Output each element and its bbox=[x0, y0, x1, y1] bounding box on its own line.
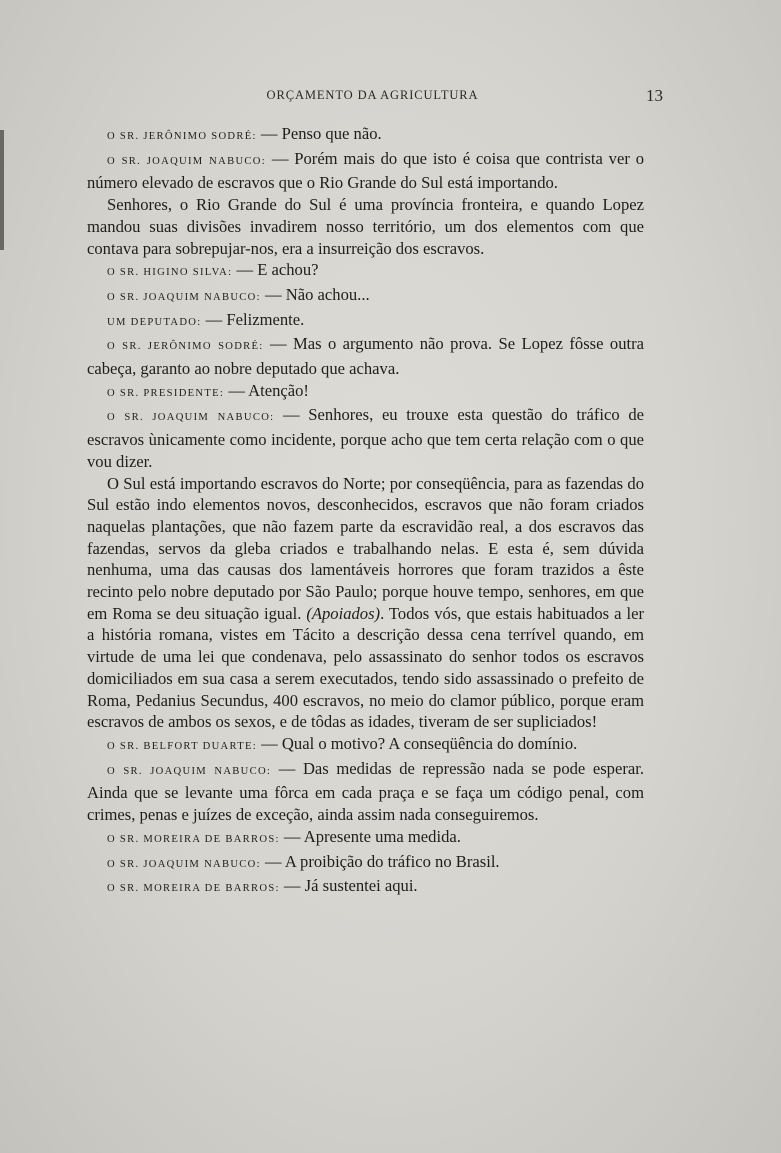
speech-text: — Senhores, eu trouxe esta questão do tráfico de escravos ùnicamente como incidente, porque acho que tem certa relação com o que vou dizer. bbox=[87, 405, 644, 471]
paragraph bbox=[87, 148, 644, 194]
paragraph bbox=[87, 826, 644, 851]
speaker-name: O SR. HIGINO SILVA: bbox=[107, 267, 233, 279]
speaker-name: O SR. JOAQUIM NABUCO: bbox=[107, 858, 261, 870]
paragraph bbox=[87, 194, 644, 259]
paragraph bbox=[87, 309, 644, 334]
speaker-name: O SR. PRESIDENTE: bbox=[107, 387, 225, 399]
speech-text: — Mas o argumento não prova. Se Lopez fôsse outra cabeça, garanto ao nobre deputado que achava. bbox=[87, 334, 644, 379]
speaker-name: O SR. JOAQUIM NABUCO: bbox=[107, 291, 261, 303]
speaker-name: O SR. JERÔNIMO SODRÉ: bbox=[107, 341, 264, 353]
speech-text: — Apresente uma medida. bbox=[279, 826, 461, 846]
speech-text: — E achou? bbox=[232, 260, 319, 280]
speech-text: — Felizmente. bbox=[201, 309, 305, 329]
paragraph bbox=[87, 380, 644, 405]
paragraph bbox=[87, 733, 644, 758]
speech-text: — Qual o motivo? A conseqüência do domínio. bbox=[257, 733, 578, 753]
speech-text: — A proibição do tráfico no Brasil. bbox=[260, 851, 500, 871]
speech-text: — Porém mais do que isto é coisa que contrista ver o número elevado de escravos que o Rio Grande do Sul está importando. bbox=[87, 148, 645, 193]
paragraph bbox=[87, 259, 644, 284]
speaker-name: O SR. JERÔNIMO SODRÉ: bbox=[107, 131, 257, 142]
speaker-name: O SR. MOREIRA DE BARROS: bbox=[107, 883, 280, 895]
paragraph bbox=[87, 875, 644, 900]
speaker-name: O SR. MOREIRA DE BARROS: bbox=[107, 833, 280, 845]
speaker-name: UM DEPUTADO: bbox=[107, 316, 202, 328]
paragraph bbox=[87, 333, 644, 379]
speech-text: — Penso que não. bbox=[256, 124, 382, 143]
speaker-name: O SR. JOAQUIM NABUCO: bbox=[107, 765, 272, 777]
paragraph bbox=[87, 758, 644, 826]
paragraph bbox=[87, 404, 644, 472]
speech-text: — Não achou... bbox=[260, 284, 370, 304]
speech-text: — Das medidas de repressão nada se pode esperar. Ainda que se levante uma fôrca em cada praça e se faça um código penal, com crimes, penas e juízes de exceção, ainda assim nada conseguiremos. bbox=[87, 758, 644, 825]
aside-remark: (Apoiados) bbox=[306, 603, 381, 623]
speech-text: — Atenção! bbox=[224, 380, 309, 400]
speaker-name: O SR. JOAQUIM NABUCO: bbox=[107, 412, 275, 424]
speaker-name: O SR. JOAQUIM NABUCO: bbox=[107, 155, 266, 167]
paragraph bbox=[87, 284, 644, 309]
page-header bbox=[82, 86, 663, 108]
speech-text: O Sul está importando escravos do Norte; por conseqüência, para as fazendas do Sul estão indo elementos novos, desconhecidos, escravos que não foram criados naquelas plantações, que não fazem parte da escravidão real, a dos escravos das fazendas, servos da gleba criados e trabalhando nelas. E esta é, sem dúvida nenhuma, uma das causas dos lamentáveis horrores que foram trazidos a êste recinto pelo nobre deputado por São Paulo; porque houve tempo, senhores, em que em Roma se deu situação igual. bbox=[87, 473, 644, 623]
speech-text: Senhores, o Rio Grande do Sul é uma província fronteira, e quando Lopez mandou suas divisões invadirem nosso território, um dos elementos com que contava para sobrepujar-nos, era a insurreição dos escravos. bbox=[87, 195, 644, 258]
body-text bbox=[87, 123, 644, 900]
speaker-name: O SR. BELFORT DUARTE: bbox=[107, 740, 258, 752]
paragraph bbox=[87, 123, 644, 148]
running-title: ORÇAMENTO DA AGRICULTURA bbox=[266, 88, 479, 102]
paragraph bbox=[87, 473, 644, 733]
binding-edge bbox=[0, 130, 4, 250]
page-number: 13 bbox=[646, 86, 663, 105]
paragraph bbox=[87, 851, 644, 876]
speech-text: — Já sustentei aqui. bbox=[279, 876, 418, 896]
speech-text-continued: . Todos vós, que estais habituados a ler a história romana, vistes em Tácito a descrição dessa cena terrível quando, em virtude de uma lei que condenava, pelo assassinato do senhor todos os escravos domiciliados em sua casa a serem executados, tendo sido assassinado o prefeito de Roma, Pedanius Secundus, 400 escravos, no meio do clamor público, porque eram escravos de ambos os sexos, e de tôdas as idades, tiveram de ser supliciados! bbox=[87, 603, 644, 732]
